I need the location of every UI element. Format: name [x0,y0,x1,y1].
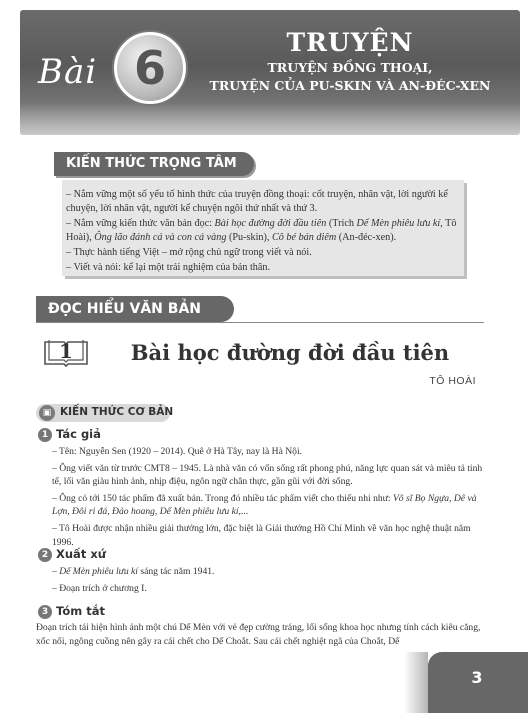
subsection-title-author: Tác giả [56,427,101,441]
unit-subtitle-2: TRUYỆN CỦA PU-SKIN VÀ AN-ĐÉC-XEN [209,78,491,93]
lesson-title: Bài học đường đời đầu tiên [130,340,450,365]
paragraph: – Dế Mèn phiêu lưu kí sáng tác năm 1941. [52,566,215,577]
section-heading: ĐỌC HIỂU VĂN BẢN [36,296,234,322]
paragraph: Đoạn trích tái hiện hình ảnh một chú Dế Mèn với vẻ đẹp cường tráng, lối sống khoa học nhưng tính cách kiêu căng, xốc nổi, ngông cuồng nên gây ra cái chết cho Dế Choắt. Sau cái chết nghiệt ngã của Choắt, Dế [36,622,481,647]
basic-knowledge-label: KIẾN THỨC CƠ BẢN [60,406,174,418]
subsection-title-origin: Xuất xứ [56,547,106,561]
header-shade [20,102,520,135]
lesson-number: 1 [59,339,73,363]
subsection-title-summary: Tóm tắt [56,604,105,618]
lesson-word: Bài [38,52,98,92]
subsection-number: 1 [38,428,52,442]
lesson-author: TÔ HOÀI [429,375,476,387]
paragraph: – Đoạn trích ở chương I. [52,582,147,594]
key-knowledge-item: – Viết và nói: kể lại một trải nghiệm của bản thân. [66,262,271,273]
paragraph: – Tô Hoài được nhận nhiều giải thưởng lớn, đặc biệt là Giải thưởng Hồ Chí Minh về văn học nghệ thuật năm 1996. [52,522,471,548]
lesson-number-badge: 6 [114,32,186,104]
page-corner-shade [404,652,428,713]
key-knowledge-item: – Nắm vững kiến thức văn bản đọc: Bài học đường đời đầu tiên (Trích Dế Mèn phiêu lưu kí, Tô Hoài), Ông lão đánh cá và con cá vàng (Pu-skin), Cô bé bán diêm (An-đéc-xen). [66,218,457,243]
key-knowledge-list [66,188,462,276]
unit-subtitle-1: TRUYỆN ĐỒNG THOẠI, [267,60,433,75]
author-paragraphs [52,445,484,552]
origin-paragraphs [52,565,484,598]
key-knowledge-item: – Nắm vững một số yếu tố hình thức của truyện đồng thoại: cốt truyện, nhân vật, lời người kể chuyện, lời nhân vật, người kể chuyện ngôi thứ nhất và thứ 3. [66,189,448,214]
key-knowledge-item: – Thực hành tiếng Việt – mở rộng chủ ngữ trong viết và nói. [66,247,312,258]
paragraph: – Ông viết văn từ trước CMT8 – 1945. Là nhà văn có vốn sống rất phong phú, năng lực quan sát và miêu tả tinh tế, lối văn giàu hình ảnh, nhịp điệu, ngôn ngữ chân thực, gần gũi với đời sống. [52,462,483,488]
paragraph: – Tên: Nguyễn Sen (1920 – 2014). Quê ở Hà Tây, nay là Hà Nội. [52,446,303,457]
page-number: 3 [471,668,483,687]
subsection-number: 3 [38,605,52,619]
summary-paragraph [36,621,484,651]
book-icon: ▣ [39,405,55,421]
lesson-header-banner [20,10,520,135]
key-knowledge-heading: KIẾN THỨC TRỌNG TÂM [54,152,254,176]
unit-title: TRUYỆN [286,28,414,57]
paragraph: – Ông có tới 150 tác phẩm đã xuất bản. Trong đó nhiều tác phẩm viết cho thiếu nhi như: Võ sĩ Bọ Ngựa, Dê và Lợn, Đôi ri đá, Đảo hoang, Dế Mèn phiêu lưu kí,... [52,492,477,518]
subsection-number: 2 [38,548,52,562]
section-divider [36,322,484,323]
